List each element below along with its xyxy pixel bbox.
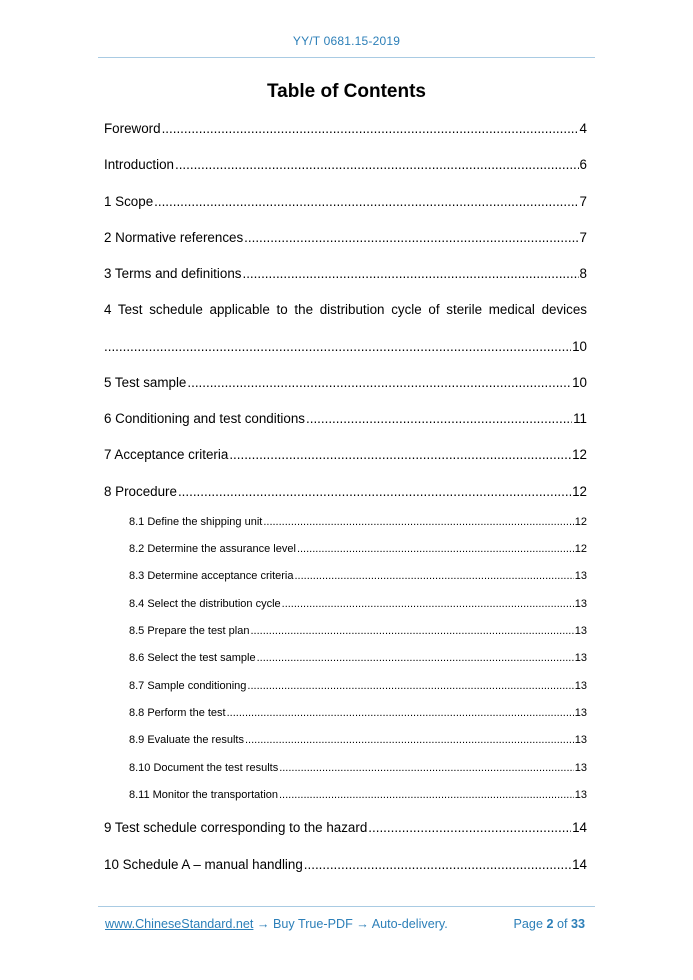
toc-entry-label: 10 Schedule A – manual handling <box>104 857 303 872</box>
page-title: Table of Contents <box>266 81 427 102</box>
toc-entry-page: 14 <box>572 857 587 872</box>
toc-entry-page: 11 <box>573 411 587 426</box>
leader-dots <box>187 375 571 390</box>
page-of: of <box>553 917 571 931</box>
leader-dots <box>279 762 574 774</box>
toc-entry-page: 10 <box>572 375 587 390</box>
toc-entry-label: 7 Acceptance criteria <box>104 447 229 462</box>
toc-entry-schedule-a[interactable] <box>104 857 587 872</box>
leader-dots <box>294 570 573 582</box>
leader-dots <box>227 707 574 719</box>
toc-entry-page: 13 <box>574 707 587 719</box>
toc-entry-page: 8 <box>579 266 587 281</box>
leader-dots <box>263 516 573 528</box>
leader-dots <box>104 339 571 354</box>
toc-entry-label: 8.11 Monitor the transportation <box>129 789 278 801</box>
toc-entry-label: 8.6 Select the test sample <box>129 652 256 664</box>
leader-dots <box>244 230 578 245</box>
leader-dots <box>162 121 579 136</box>
toc-entry-page: 12 <box>574 516 587 528</box>
toc-entry-label: 8.1 Define the shipping unit <box>129 516 263 528</box>
toc-entry-page: 13 <box>574 734 587 746</box>
toc-entry-label: 5 Test sample <box>104 375 187 390</box>
website-link[interactable]: www.ChineseStandard.net <box>105 917 254 931</box>
toc-subentry-8-8[interactable] <box>129 707 587 719</box>
toc-entry-foreword[interactable] <box>104 121 587 136</box>
toc-entry-label: 8.7 Sample conditioning <box>129 680 247 692</box>
page-indicator <box>514 917 585 931</box>
toc-subentry-8-9[interactable] <box>129 734 587 746</box>
leader-dots <box>175 157 579 172</box>
toc-entry-page: 14 <box>572 820 587 835</box>
leader-dots <box>279 789 574 801</box>
toc-entry-label: 2 Normative references <box>104 230 244 245</box>
toc-entry-acceptance-criteria[interactable] <box>104 447 587 462</box>
toc-entry-label: Introduction <box>104 157 174 172</box>
page-footer <box>105 917 585 931</box>
footer-tagline: → Buy True-PDF → Auto-delivery. <box>253 917 448 931</box>
footer-divider <box>98 906 595 907</box>
toc-subentry-8-5[interactable] <box>129 625 587 637</box>
toc-entry-procedure[interactable] <box>104 484 587 499</box>
toc-entry-label: 8 Procedure <box>104 484 177 499</box>
footer-promo <box>105 917 448 931</box>
toc-entry-page: 6 <box>579 157 587 172</box>
leader-dots <box>282 598 574 610</box>
toc-entry-page: 13 <box>574 625 587 637</box>
toc-entry-page: 10 <box>572 339 587 354</box>
toc-entry-page: 12 <box>574 543 587 555</box>
toc-entry-page: 13 <box>574 762 587 774</box>
leader-dots <box>304 857 571 872</box>
toc-subentry-8-2[interactable] <box>129 543 587 555</box>
toc-entry-label: 8.9 Evaluate the results <box>129 734 244 746</box>
toc-entry-label: Foreword <box>104 121 161 136</box>
toc-subentry-8-1[interactable] <box>129 516 587 528</box>
toc-entry-introduction[interactable] <box>104 157 587 172</box>
leader-dots <box>245 734 574 746</box>
leader-dots <box>250 625 573 637</box>
leader-dots <box>247 680 573 692</box>
leader-dots <box>178 484 571 499</box>
toc-entry-label: 3 Terms and definitions <box>104 266 242 281</box>
leader-dots <box>154 194 578 209</box>
toc-entry-page: 7 <box>579 194 587 209</box>
leader-dots <box>368 820 571 835</box>
toc-subentry-8-6[interactable] <box>129 652 587 664</box>
toc-entry-page: 13 <box>574 789 587 801</box>
toc-entry-label: 1 Scope <box>104 194 154 209</box>
toc-entry-page: 12 <box>572 447 587 462</box>
leader-dots <box>297 543 574 555</box>
toc-entry-label: 9 Test schedule corresponding to the hazard <box>104 820 368 835</box>
document-id: YY/T 0681.15-2019 <box>292 34 401 48</box>
toc-subentry-8-4[interactable] <box>129 598 587 610</box>
leader-dots <box>229 447 571 462</box>
current-page: 2 <box>546 917 554 931</box>
total-pages: 33 <box>570 917 585 931</box>
toc-entry-terms-definitions[interactable] <box>104 266 587 281</box>
toc-entry-test-schedule-hazard[interactable] <box>104 820 587 835</box>
toc-entry-normative-references[interactable] <box>104 230 587 245</box>
toc-entry-page: 4 <box>579 121 587 136</box>
leader-dots <box>306 411 572 426</box>
toc-entry-page: 13 <box>574 652 587 664</box>
toc-entry-page: 12 <box>572 484 587 499</box>
toc-entry-label: 8.8 Perform the test <box>129 707 226 719</box>
toc-entry-label: 8.3 Determine acceptance criteria <box>129 570 294 582</box>
toc-entry-page: 13 <box>574 680 587 692</box>
page-prefix: Page <box>513 917 547 931</box>
toc-entry-label: 8.10 Document the test results <box>129 762 279 774</box>
toc-subentry-8-10[interactable] <box>129 762 587 774</box>
toc-entry-test-schedule-line2[interactable] <box>104 339 587 354</box>
toc-entry-label: 6 Conditioning and test conditions <box>104 411 305 426</box>
toc-subentry-8-7[interactable] <box>129 680 587 692</box>
toc-entry-label: 8.2 Determine the assurance level <box>129 543 296 555</box>
document-header <box>0 34 693 48</box>
toc-entry-conditioning[interactable] <box>104 411 587 426</box>
toc-entry-scope[interactable] <box>104 194 587 209</box>
toc-entry-label: 8.4 Select the distribution cycle <box>129 598 281 610</box>
toc-entry-page: 13 <box>574 598 587 610</box>
toc-entry-test-sample[interactable] <box>104 375 587 390</box>
toc-entry-test-schedule-line1[interactable]: 4 Test schedule applicable to the distribution cycle of sterile medical devices <box>104 302 587 317</box>
toc-entry-page: 13 <box>574 570 587 582</box>
leader-dots <box>242 266 578 281</box>
header-divider <box>98 57 595 58</box>
leader-dots <box>257 652 574 664</box>
toc-entry-page: 7 <box>579 230 587 245</box>
toc-subentry-8-11[interactable] <box>129 789 587 801</box>
toc-entry-label: 8.5 Prepare the test plan <box>129 625 250 637</box>
toc-subentry-8-3[interactable] <box>129 570 587 582</box>
